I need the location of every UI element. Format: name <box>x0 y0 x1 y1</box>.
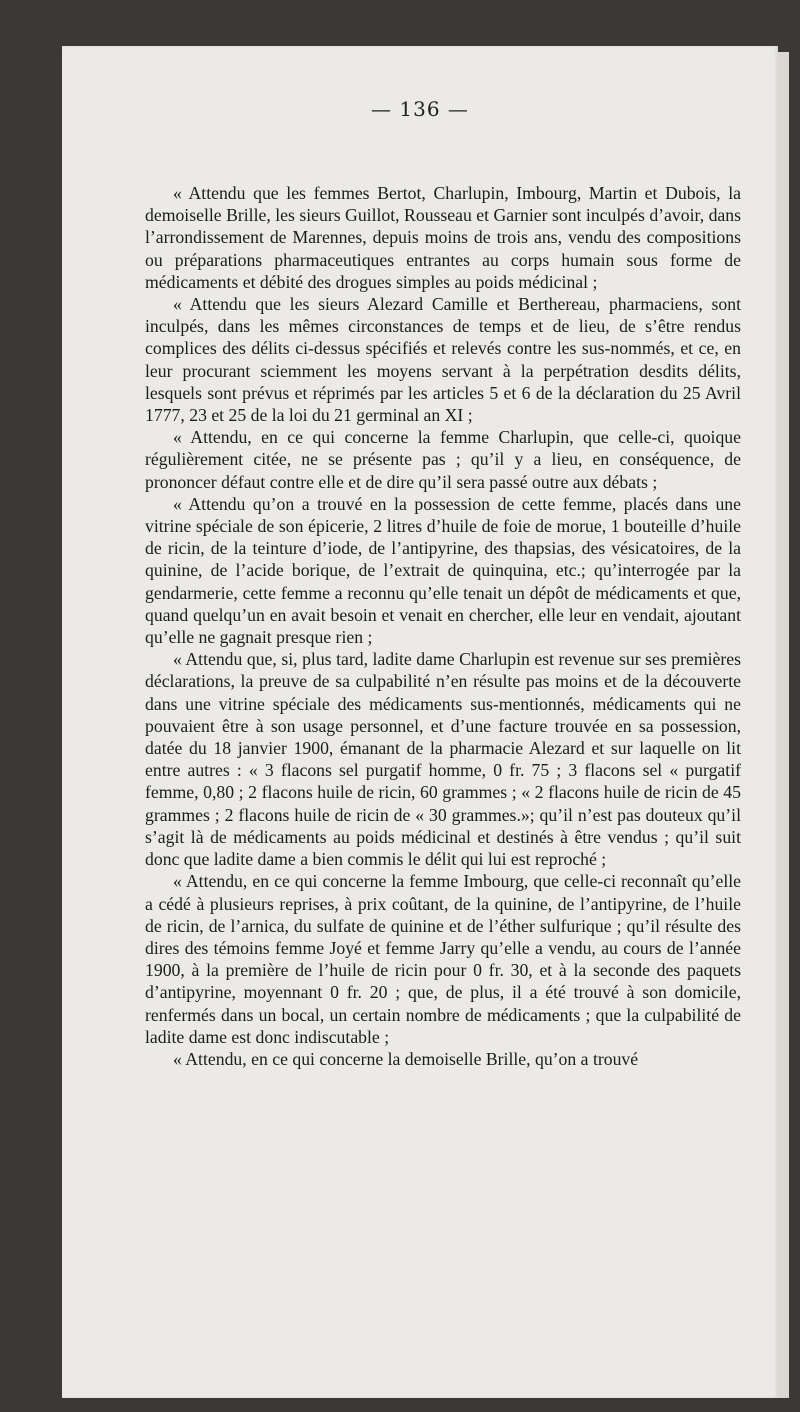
paragraph: « Attendu, en ce qui concerne la femme Imbourg, que celle-ci reconnaît qu’elle a cédé à plusieurs reprises, à prix coûtant, de la quinine, de l’antipyrine, de l’huile de ricin, de l’arnica, du sulfate de quinine et de l’éther sulfurique ; qu’il résulte des dires des témoins femme Joyé et femme Jarry qu’elle a vendu, au cours de l’année 1900, à la première de l’huile de ricin pour 0 fr. 30, et à la seconde des paquets d’antipyrine, moyennant 0 fr. 20 ; que, de plus, il a été trouvé à son domicile, renfermés dans un bocal, un certain nombre de médicaments ; que la culpabilité de ladite dame est donc indiscutable ; <box>145 871 741 1047</box>
paragraph: « Attendu qu’on a trouvé en la possession de cette femme, placés dans une vitrine spéciale de son épicerie, 2 litres d’huile de foie de morue, 1 bouteille d’huile de ricin, de la teinture d’iode, de l’antipyrine, des thapsias, des vésicatoires, de la quinine, de l’acide borique, de l’extrait de quinquina, etc.; qu’interrogée par la gendarmerie, cette femme a reconnu qu’elle tenait un dépôt de médicaments et que, quand quelqu’un en avait besoin et venait en chercher, elle leur en vendait, ajoutant qu’elle ne gagnait presque rien ; <box>145 493 741 648</box>
paragraph: « Attendu, en ce qui concerne la femme Charlupin, que celle-ci, quoique régulièrement citée, ne se présente pas ; qu’il y a lieu, en conséquence, de prononcer défaut contre elle et de dire qu’il sera passé outre aux débats ; <box>145 427 741 492</box>
paragraph: « Attendu que, si, plus tard, ladite dame Charlupin est revenue sur ses premières déclarations, la preuve de sa culpabilité n’en résulte pas moins et de la découverte dans une vitrine spéciale des médicaments sus-mentionnés, médicaments qui ne pouvaient être à son usage personnel, et d’une facture trouvée en sa possession, datée du 18 janvier 1900, émanant de la pharmacie Alezard et sur laquelle on lit entre autres : « 3 flacons sel purgatif homme, 0 fr. 75 ; 3 flacons sel « purgatif femme, 0,80 ; 2 flacons huile de ricin, 60 grammes ; « 2 flacons huile de ricin de 45 grammes ; 2 flacons huile de ricin de « 30 grammes.»; qu’il n’est pas douteux qu’il s’agit là de médicaments au poids médicinal et destinés à être vendus ; qu’il suit donc que ladite dame a bien commis le délit qui lui est reproché ; <box>145 649 741 870</box>
paragraph: « Attendu que les sieurs Alezard Camille et Berthereau, pharmaciens, sont inculpés, dans les mêmes circonstances de temps et de lieu, de s’être rendus complices des délits ci-dessus spécifiés et relevés contre les sus-nommés, et ce, en leur procurant sciemment les moyens servant à la perpétration desdits délits, lesquels sont prévus et réprimés par les articles 5 et 6 de la déclaration du 25 Avril 1777, 23 et 25 de la loi du 21 germinal an XI ; <box>145 294 741 426</box>
paragraph: « Attendu que les femmes Bertot, Charlupin, Imbourg, Martin et Dubois, la demoiselle Brille, les sieurs Guillot, Rousseau et Garnier sont inculpés d’avoir, dans l’arrondissement de Marennes, depuis moins de trois ans, vendu des compositions ou préparations pharmaceutiques entrantes au corps humain sous forme de médicaments et débité des drogues simples au poids médicinal ; <box>145 183 741 292</box>
paragraph: « Attendu, en ce qui concerne la demoiselle Brille, qu’on a trouvé <box>173 1048 639 1069</box>
body-text <box>145 182 741 1070</box>
page-number: — 136 — <box>371 97 469 121</box>
